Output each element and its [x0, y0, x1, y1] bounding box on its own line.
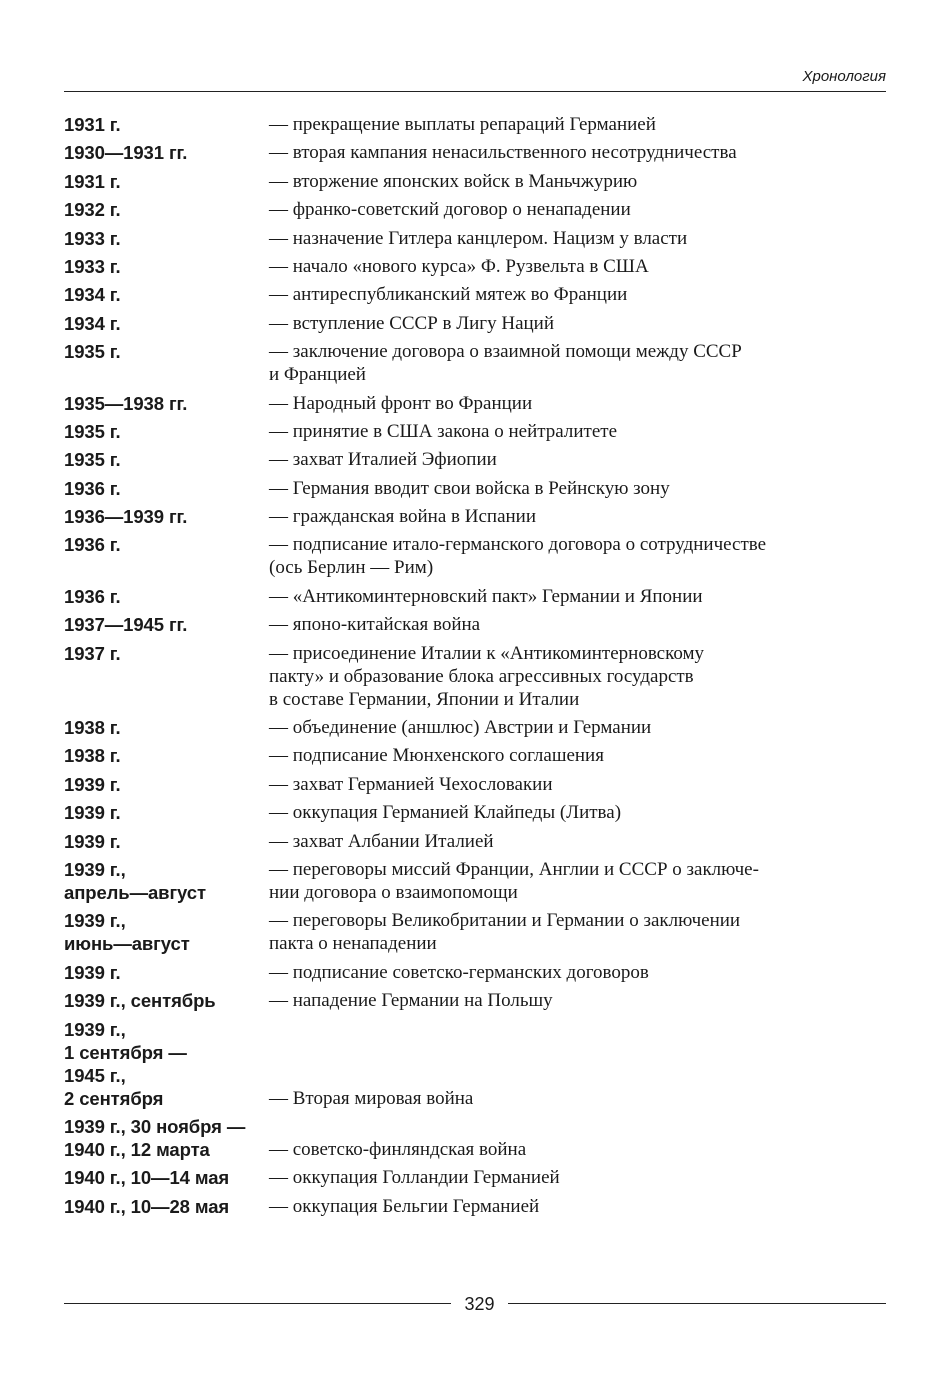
chronology-entry	[64, 283, 894, 306]
entry-event: — франко-советский договор о ненападении	[269, 199, 631, 221]
entry-event: — захват Италией Эфиопии	[269, 449, 497, 471]
footer-rule-left	[64, 1303, 451, 1304]
entry-event: — подписание советско-германских договоров	[269, 961, 649, 983]
entry-event: — оккупация Бельгии Германией	[269, 1195, 540, 1217]
chronology-entry	[64, 830, 894, 853]
chronology-entry	[64, 585, 894, 608]
entry-date: 1934 г.	[64, 312, 121, 334]
entry-date: 1935 г.	[64, 449, 121, 471]
entry-date: 1939 г., июнь—август	[64, 910, 190, 955]
entry-event: — присоединение Италии к «Антикоминтерновскому пакту» и образование блока агрессивных государств в составе Германии, Японии и Италии	[269, 642, 705, 710]
entry-event: — Вторая мировая война	[269, 1087, 474, 1109]
chronology-entry	[64, 392, 894, 415]
chronology-entry	[64, 716, 894, 739]
entry-date: 1939 г., апрель—август	[64, 858, 206, 903]
entry-event: — оккупация Голландии Германией	[269, 1167, 560, 1189]
entry-date: 1938 г.	[64, 745, 121, 767]
entry-date: 1930—1931 гг.	[64, 142, 188, 164]
entry-date: 1940 г., 10—14 мая	[64, 1167, 230, 1189]
entry-event: — вступление СССР в Лигу Наций	[269, 312, 555, 334]
page-number: 329	[464, 1294, 495, 1314]
entry-event: — принятие в США закона о нейтралитете	[269, 420, 618, 442]
chronology-entry	[64, 255, 894, 278]
chronology-entry	[64, 613, 894, 636]
entry-date: 1933 г.	[64, 255, 121, 277]
entry-date: 1936 г.	[64, 534, 121, 556]
entry-date: 1939 г.	[64, 802, 121, 824]
chronology-entry	[64, 113, 894, 136]
entry-event: — переговоры Великобритании и Германии о заключении пакта о ненападении	[269, 910, 741, 955]
footer-rule-right	[508, 1303, 886, 1304]
entry-date: 1940 г., 10—28 мая	[64, 1195, 230, 1217]
entry-event: — начало «нового курса» Ф. Рузвельта в США	[269, 255, 649, 277]
entry-event: — переговоры миссий Франции, Англии и СССР о заключе- нии договора о взаимопомощи	[269, 858, 759, 903]
chronology-entry	[64, 858, 894, 904]
chronology-entry	[64, 1115, 894, 1161]
entry-event: — оккупация Германией Клайпеды (Литва)	[269, 802, 622, 824]
entry-date: 1936 г.	[64, 477, 121, 499]
entry-date: 1939 г.	[64, 773, 121, 795]
entry-event: — Народный фронт во Франции	[269, 392, 533, 414]
chronology-entry	[64, 227, 894, 250]
chronology-entry	[64, 312, 894, 335]
chronology-entry	[64, 533, 894, 579]
entry-event: — «Антикоминтерновский пакт» Германии и Японии	[269, 585, 703, 607]
entry-event: — назначение Гитлера канцлером. Нацизм у власти	[269, 227, 688, 249]
chronology-entry	[64, 198, 894, 221]
chronology-entry	[64, 801, 894, 824]
chronology-entry	[64, 1195, 894, 1218]
chronology-entry	[64, 1018, 894, 1110]
page-footer	[64, 1292, 886, 1316]
entry-event: — вторжение японских войск в Маньчжурию	[269, 170, 638, 192]
entry-event: — гражданская война в Испании	[269, 506, 537, 528]
entry-date: 1934 г.	[64, 284, 121, 306]
entry-event: — подписание итало-германского договора о сотрудничестве (ось Берлин — Рим)	[269, 534, 767, 579]
chronology-entry	[64, 989, 894, 1012]
entry-event: — подписание Мюнхенского соглашения	[269, 745, 604, 767]
entry-event: — Германия вводит свои войска в Рейнскую зону	[269, 477, 670, 499]
chronology-entry	[64, 170, 894, 193]
entry-event: — вторая кампания ненасильственного несотрудничества	[269, 142, 737, 164]
entry-event: — захват Германией Чехословакии	[269, 773, 553, 795]
entry-date: 1931 г.	[64, 114, 121, 135]
chronology-entry	[64, 773, 894, 796]
chronology-entry	[64, 141, 894, 164]
entry-event: — захват Албании Италией	[269, 830, 494, 852]
entry-date: 1939 г.	[64, 830, 121, 852]
chronology-entry	[64, 420, 894, 443]
entry-date: 1939 г., 30 ноября — 1940 г., 12 марта	[64, 1115, 246, 1160]
entry-date: 1938 г.	[64, 717, 121, 739]
chronology-entry	[64, 1166, 894, 1189]
chronology-entry	[64, 642, 894, 711]
entry-date: 1931 г.	[64, 170, 121, 192]
chronology-entry	[64, 961, 894, 984]
entry-date: 1935 г.	[64, 341, 121, 363]
entry-date: 1935 г.	[64, 420, 121, 442]
entry-date: 1935—1938 гг.	[64, 392, 188, 414]
entry-event: — прекращение выплаты репараций Германией	[269, 114, 656, 135]
entry-event: — заключение договора о взаимной помощи между СССР и Францией	[269, 341, 742, 386]
entry-date: 1933 г.	[64, 227, 121, 249]
entry-date: 1936 г.	[64, 585, 121, 607]
entry-date: 1937 г.	[64, 642, 121, 664]
entry-date: 1936—1939 гг.	[64, 506, 188, 528]
chronology-entry	[64, 505, 894, 528]
chronology-entry	[64, 340, 894, 386]
chronology-entry	[64, 477, 894, 500]
entry-date: 1939 г., 1 сентября — 1945 г., 2 сентября	[64, 1018, 187, 1109]
entry-event: — советско-финляндская война	[269, 1138, 527, 1160]
chronology-list	[64, 113, 894, 1223]
entry-date: 1932 г.	[64, 199, 121, 221]
entry-event: — нападение Германии на Польшу	[269, 990, 553, 1012]
entry-event: — японо-китайская война	[269, 614, 481, 636]
entry-date: 1937—1945 гг.	[64, 614, 188, 636]
entry-event: — объединение (аншлюс) Австрии и Германии	[269, 717, 652, 739]
entry-date: 1939 г.	[64, 961, 121, 983]
running-head-title: Хронология	[64, 68, 886, 92]
chronology-entry	[64, 744, 894, 767]
entry-date: 1939 г., сентябрь	[64, 990, 216, 1012]
chronology-entry	[64, 909, 894, 955]
chronology-entry	[64, 448, 894, 471]
entry-event: — антиреспубликанский мятеж во Франции	[269, 284, 628, 306]
